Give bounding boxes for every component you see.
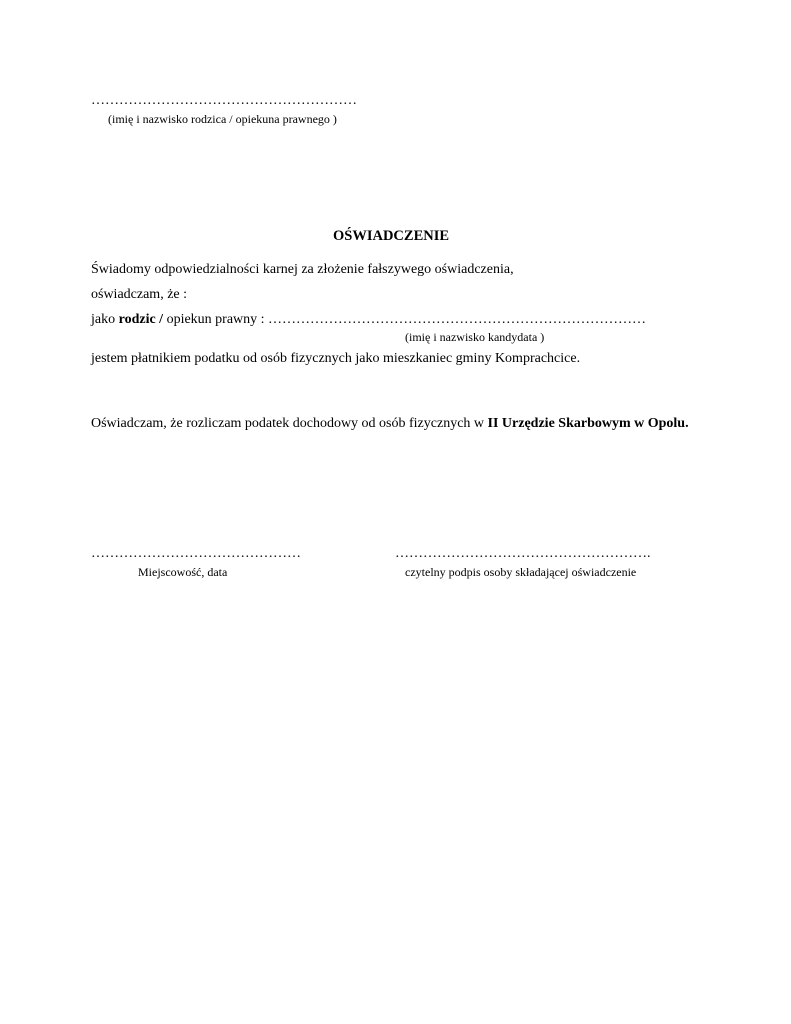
signature-caption: czytelny podpis osoby składającej oświadczenie: [405, 565, 637, 579]
line3-bold: rodzic /: [118, 312, 164, 327]
tax-office-name: II Urzędzie Skarbowym w Opolu.: [487, 416, 689, 431]
candidate-name-field: opiekun prawny : ………………………………………………………………………: [163, 312, 647, 327]
statement-line-2: oświadczam, że :: [91, 287, 188, 302]
line3-prefix: jako: [91, 312, 119, 327]
parent-name-caption: (imię i nazwisko rodzica / opiekuna prawnego ): [108, 112, 337, 126]
candidate-name-caption: (imię i nazwisko kandydata ): [405, 330, 545, 344]
place-date-caption: Miejscowość, data: [138, 565, 228, 579]
document-title: OŚWIADCZENIE: [333, 228, 450, 244]
signature-field: ……………………………………………….: [395, 546, 651, 561]
statement-line-1: Świadomy odpowiedzialności karnej za złożenie fałszywego oświadczenia,: [91, 262, 514, 277]
statement-line-3: [91, 312, 646, 328]
line5-prefix: Oświadczam, że rozliczam podatek dochodowy od osób fizycznych w: [91, 416, 488, 431]
statement-line-5: [91, 416, 689, 432]
parent-name-field: …………………………………………………: [91, 93, 357, 108]
place-date-field: ………………………………………: [91, 546, 301, 561]
statement-line-4: jestem płatnikiem podatku od osób fizycznych jako mieszkaniec gminy Komprachcice.: [91, 351, 581, 366]
